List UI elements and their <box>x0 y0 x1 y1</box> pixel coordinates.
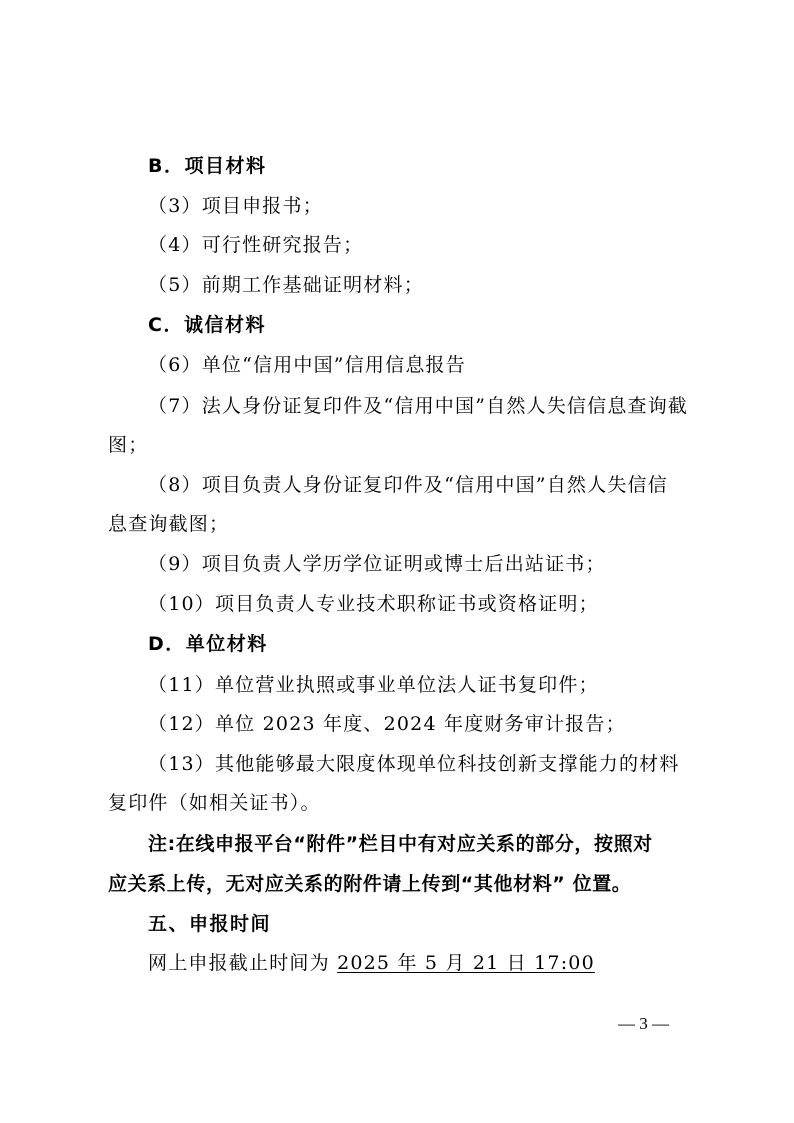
list-item-12: （12）单位 2023 年度、2024 年度财务审计报告； <box>148 713 626 735</box>
page-number: — 3 — <box>618 1014 669 1033</box>
list-item-13-line1: （13）其他能够最大限度体现单位科技创新支撑能力的材料 <box>148 753 680 775</box>
list-item-8-line1: （8）项目负责人身份证复印件及“信用中国”自然人失信信 <box>148 474 668 496</box>
note-line1: 注:在线申报平台“附件”栏目中有对应关系的部分，按照对 <box>148 833 653 855</box>
section-c-heading: C．诚信材料 <box>148 314 266 336</box>
list-item-11: （11）单位营业执照或事业单位法人证书复印件； <box>148 674 599 696</box>
section-b-heading: B．项目材料 <box>148 155 267 177</box>
section-5-heading: 五、申报时间 <box>148 913 272 935</box>
deadline-value: 2025 年 5 月 21 日 17:00 <box>337 952 595 974</box>
list-item-7-line1: （7）法人身份证复印件及“信用中国”自然人失信信息查询截 <box>148 395 689 417</box>
list-item-6: （6）单位“信用中国”信用信息报告 <box>148 354 466 376</box>
list-item-10: （10）项目负责人专业技术职称证书或资格证明； <box>148 593 599 615</box>
list-item-9: （9）项目负责人学历学位证明或博士后出站证书； <box>148 553 606 575</box>
list-item-4: （4）可行性研究报告； <box>148 234 364 256</box>
list-item-7-line2: 图； <box>108 434 149 456</box>
list-item-3: （3）项目申报书； <box>148 195 323 217</box>
list-item-5: （5）前期工作基础证明材料； <box>148 274 424 296</box>
list-item-8-line2: 息查询截图； <box>108 513 230 535</box>
note-line2: 应关系上传，无对应关系的附件请上传到“其他材料” 位置。 <box>108 873 632 895</box>
list-item-13-line2: 复印件（如相关证书）。 <box>108 792 321 814</box>
section-d-heading: D．单位材料 <box>148 633 268 655</box>
deadline-prefix: 网上申报截止时间为 <box>148 952 330 974</box>
deadline-line <box>148 951 738 975</box>
